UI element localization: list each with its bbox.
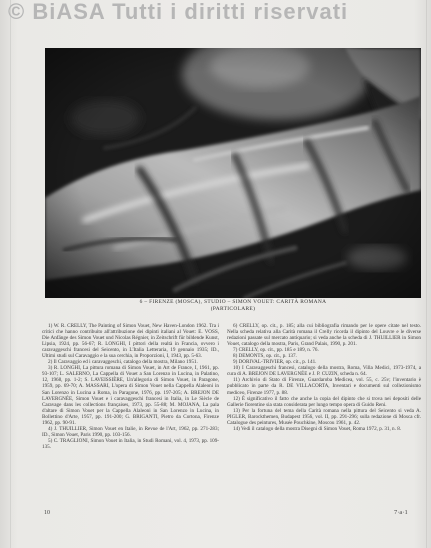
figure-photo: [45, 48, 421, 298]
drapery-photo: [45, 48, 421, 298]
scan-fold-line-left: [10, 0, 11, 548]
footnote: 4) J. THUILLIER, Simon Vouet en Italie, in Revue de l'Art, 1962, pp. 271-283; ID., Simon Vouet, Paris 1990, pp. 103-156.: [42, 425, 219, 438]
footnote: 3) R. LONGHI, La pittura romana di Simon Vouet, in Art de France, I, 1961, pp. 93-107; L. SALERNO, La Cappella di Vouet a San Lorenzo in Lucina, in Palatino, 12, 1968, pp. 1-2; S. LAVEISSIÈRE, Un'allegoria di Simon Vouet, in Paragone, 1959, pp. 69-70; A. MASSARI, L'opera di Simon Vouet nella Cappella Alaleoni in San Lorenzo in Lucina a Roma, in Paragone, 1976, pp. 197-205; A. BREJON DE LAVERGNÉE, Simon Vouet e i caravaggeschi francesi in Italia, in Le Siècle de Caravage dans les collections françaises, 1973, pp. 55-88; M. MOJANA, La pala d'altare di Simon Vouet per la Cappella Alaleoni in San Lorenzo in Lucina, in Bollettino d'Arte, 1957, pp. 191-200; G. BRIGANTI, Pietro da Cortona, Firenze 1962, pp. 90-91.: [42, 365, 219, 426]
scan-fold-line-right: [426, 0, 427, 548]
footnote: 7) CRELLY, op. cit., pp. 185 e 189, n. 76.: [233, 347, 319, 354]
footnotes-right-column: [227, 323, 421, 507]
footnote: 5) C. TRAGLIONI, Simon Vouet in Italia, in Studi Romani, vol. 4, 1973, pp. 109-135.: [42, 437, 219, 450]
footnote: 1) W. R. CRELLY, The Painting of Simon Vouet, New Haven-London 1962. Tra i critici che hanno contribuito all'attribuzione dei dipinti italiani al Vouet: E. VOSS, Die Anfänge des Simon Vouet und Nicolas Régnier, in Zeitschrift für bildende Kunst, Lipsia, 1924, pp. 56-67; R. LONGHI, I pittori della realtà in Francia, ovvero i caravaggeschi francesi del Seicento, in L'Italia Letteraria, 19 gennaio 1935; ID., Ultimi studi sul Caravaggio e la sua cerchia, in Proporzioni, I, 1943, pp. 5-63.: [42, 323, 219, 360]
footnote: 14) Vedi il catalogo della mostra Disegni di Simon Vouet, Roma 1972, p. 31, n. 8.: [233, 425, 402, 432]
caption-line-1: 6 – FIRENZE (MOSCA), STUDIO – SIMON VOUET: CARITÀ ROMANA: [139, 299, 327, 305]
figure-caption: [45, 299, 421, 313]
caption-line-2: (PARTICOLARE): [210, 306, 256, 312]
archive-mark: 7·a·1: [394, 509, 408, 516]
footnote: 8) DEMONTS, op. cit., p. 137.: [233, 353, 297, 360]
footnote: 9) DORIVAL-TRIVIER, op. cit., p. 141.: [233, 359, 317, 366]
footnotes-left-column: [42, 323, 219, 507]
footnote: 12) È significativo il fatto che anche la copia del dipinto che si trova nei depositi delle Gallerie fiorentine sia stata considerata per lungo tempo opera di Guido Reni.: [227, 395, 421, 408]
footnote: 6) CRELLY, op. cit., p. 185; alla cui bibliografia rimando per le opere citate nel testo. Nella scheda relativa alla Carità romana il Crelly ricorda il dipinto del Louvre e le diverse redazioni passate sul mercato antiquario; si veda anche la scheda di J. THUILLIER in Simon Vouet, catalogo della mostra, Paris, Grand Palais, 1990, p. 201.: [227, 323, 421, 348]
photo-vignette: [45, 48, 421, 298]
copyright-watermark: © BiASA Tutti i diritti riservati: [8, 0, 349, 24]
footnote: 10) I Caravaggeschi francesi, catalogo della mostra, Roma, Villa Medici, 1973-1974, a cura di A. BREJON DE LAVERGNÉE e J. P. CUZIN, scheda n. 64.: [227, 365, 421, 378]
footnote: 2) Il Caravaggio ed i caravaggeschi, catalogo della mostra, Milano 1951.: [48, 359, 198, 366]
page-number: 10: [44, 510, 50, 516]
footnote: 13) Per la fortuna del tema della Carità romana nella pittura del Seicento si veda A. PIGLER, Barockthemen, Budapest 1956, vol. II, pp. 291-296; sulla redazione di Mosca cfr. Catalogue des peintures, Musée Pouchkine, Moscou 1961, p. 42.: [227, 407, 421, 426]
footnote: 11) Archivio di Stato di Firenze, Guardaroba Medicea, vol. 55, c. 25v; l'inventario è pubblicato in parte da R. DE VILLACORTA, Inventari e documenti sul collezionismo mediceo, Firenze 1977, p. 88.: [227, 377, 421, 396]
